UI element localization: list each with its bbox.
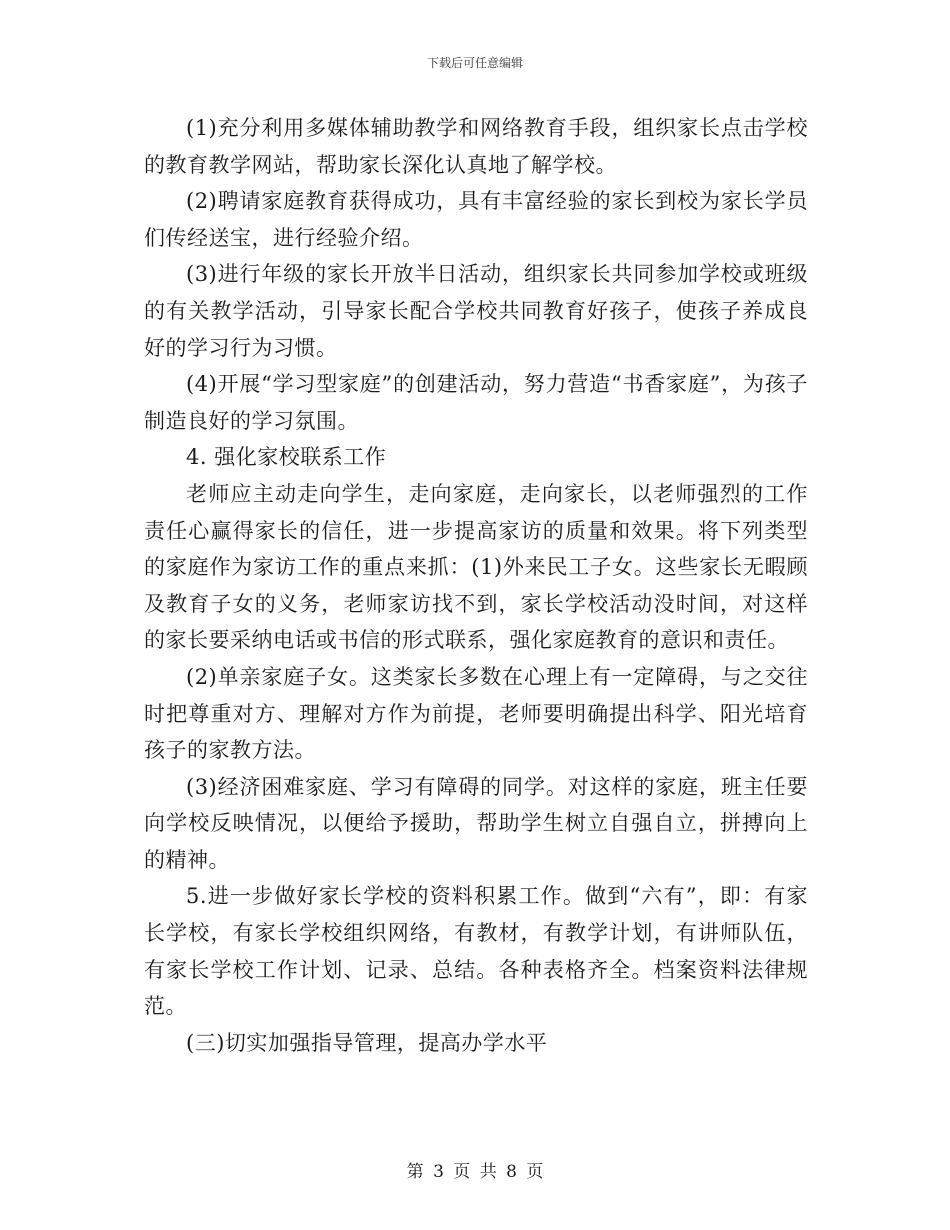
paragraph-item-4: (4)开展“学习型家庭”的创建活动，努力营造“书香家庭”，为孩子制造良好的学习氛围。 [144,372,808,433]
paragraph-single-parent: (2)单亲家庭子女。这类家长多数在心理上有一定障碍，与之交往时把尊重对方、理解对方作为前提，老师要明确提出科学、阳光培育孩子的家教方法。 [144,664,808,763]
page-number: 第 3 页 共 8 页 [406,1162,544,1182]
paragraph-item-3: (3)进行年级的家长开放半日活动，组织家长共同参加学校或班级的有关教学活动，引导家长配合学校共同教育好孩子，使孩子养成良好的学习行为习惯。 [144,262,808,360]
paragraph-records: 5.进一步做好家长学校的资料积累工作。做到“六有”，即：有家长学校，有家长学校组织网络，有教材，有教学计划，有讲师队伍，有家长学校工作计划、记录、总结。各种表格齐全。档案资料法律规范。 [144,884,808,1019]
section-heading-three: (三)切实加强指导管理，提高办学水平 [186,1030,548,1055]
paragraph-item-1: (1)充分利用多媒体辅助教学和网络教育手段，组织家长点击学校的教育教学网站，帮助家长深化认真地了解学校。 [144,116,808,177]
section-heading-4: 4. 强化家校联系工作 [186,445,387,470]
paragraph-item-2: (2)聘请家庭教育获得成功，具有丰富经验的家长到校为家长学员们传经送宝，进行经验介绍。 [144,189,808,250]
header-note: 下载后可任意编辑 [426,56,523,70]
paragraph-economic-hardship: (3)经济困难家庭、学习有障碍的同学。对这样的家庭，班主任要向学校反映情况，以便给予援助，帮助学生树立自强自立，拼搏向上的精神。 [144,774,808,872]
document-body [144,110,808,1061]
paragraph-home-visits: 老师应主动走向学生，走向家庭，走向家长，以老师强烈的工作责任心赢得家长的信任，进一步提高家访的质量和效果。将下列类型的家庭作为家访工作的重点来抓：(1)外来民工子女。这些家长无暇顾及教育子女的义务，老师家访找不到，家长学校活动没时间，对这样的家长要采纳电话或书信的形式联系，强化家庭教育的意识和责任。 [144,481,808,653]
